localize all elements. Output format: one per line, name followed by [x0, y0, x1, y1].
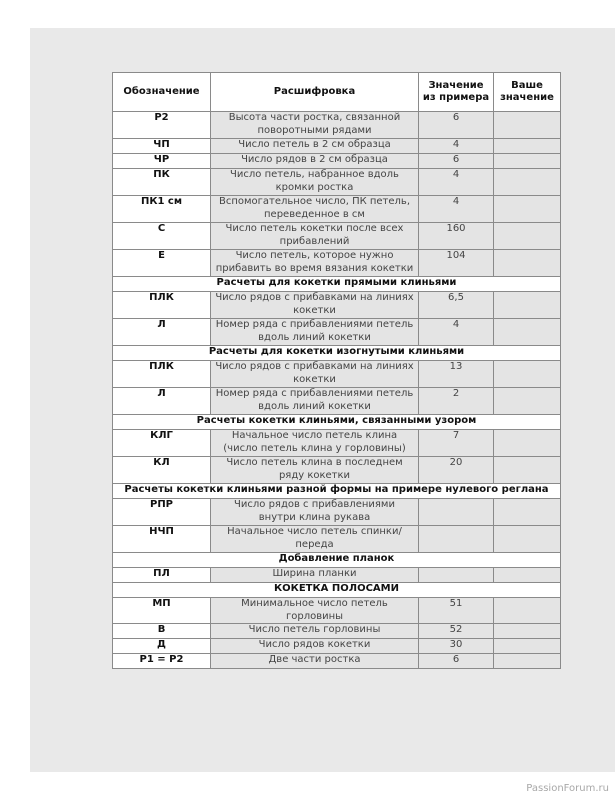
row-desc: Число петель кокетки после всех прибавлений [211, 223, 419, 250]
row-your-value [494, 196, 561, 223]
row-desc: Начальное число петель клина (число петель клина у горловины) [211, 430, 419, 457]
table-row [113, 139, 561, 154]
row-code: ПК [113, 169, 211, 196]
row-desc: Две части ростка [211, 654, 419, 669]
row-desc: Высота части ростка, связанной поворотными рядами [211, 112, 419, 139]
table-row [113, 624, 561, 639]
table-row [113, 639, 561, 654]
row-your-value [494, 598, 561, 624]
row-code: РПР [113, 499, 211, 526]
row-example-value [419, 526, 494, 553]
row-desc: Число рядов с прибавками на линиях кокетки [211, 361, 419, 388]
row-desc: Число петель, набранное вдоль кромки ростка [211, 169, 419, 196]
row-example-value: 2 [419, 388, 494, 415]
row-code: ПЛК [113, 292, 211, 319]
row-desc: Число рядов в 2 см образца [211, 154, 419, 169]
row-example-value: 4 [419, 139, 494, 154]
row-your-value [494, 154, 561, 169]
row-code: Л [113, 388, 211, 415]
row-code: КЛ [113, 457, 211, 484]
row-your-value [494, 430, 561, 457]
table-row [113, 526, 561, 553]
row-code: Д [113, 639, 211, 654]
row-example-value [419, 568, 494, 583]
row-your-value [494, 624, 561, 639]
row-example-value: 6,5 [419, 292, 494, 319]
row-your-value [494, 457, 561, 484]
section-header [113, 484, 561, 499]
section-title: КОКЕТКА ПОЛОСАМИ [113, 583, 561, 598]
header-decoding: Расшифровка [211, 73, 419, 112]
table-row [113, 319, 561, 346]
table-row [113, 654, 561, 669]
table-row [113, 598, 561, 624]
notation-table [112, 72, 561, 669]
row-example-value: 4 [419, 169, 494, 196]
row-code: НЧП [113, 526, 211, 553]
row-example-value: 30 [419, 639, 494, 654]
table-row [113, 196, 561, 223]
table-row [113, 154, 561, 169]
row-code: МП [113, 598, 211, 624]
table-row [113, 499, 561, 526]
row-code: ЧР [113, 154, 211, 169]
table-row [113, 457, 561, 484]
row-your-value [494, 654, 561, 669]
row-example-value: 104 [419, 250, 494, 277]
row-example-value: 51 [419, 598, 494, 624]
section-title: Добавление планок [113, 553, 561, 568]
table-row [113, 388, 561, 415]
table-header [113, 73, 561, 112]
row-your-value [494, 223, 561, 250]
row-code: КЛГ [113, 430, 211, 457]
row-code: Р1 = Р2 [113, 654, 211, 669]
row-your-value [494, 169, 561, 196]
row-your-value [494, 292, 561, 319]
header-example-value: Значение из примера [419, 73, 494, 112]
row-your-value [494, 526, 561, 553]
row-code: С [113, 223, 211, 250]
row-desc: Число петель клина в последнем ряду кокетки [211, 457, 419, 484]
row-code: Л [113, 319, 211, 346]
row-desc: Число петель в 2 см образца [211, 139, 419, 154]
row-code: В [113, 624, 211, 639]
row-example-value: 4 [419, 319, 494, 346]
table-row [113, 223, 561, 250]
table-row [113, 568, 561, 583]
section-header [113, 346, 561, 361]
row-code: ПЛК [113, 361, 211, 388]
row-your-value [494, 139, 561, 154]
table-row [113, 361, 561, 388]
row-example-value: 7 [419, 430, 494, 457]
row-your-value [494, 319, 561, 346]
row-your-value [494, 388, 561, 415]
table-row [113, 430, 561, 457]
row-example-value: 6 [419, 654, 494, 669]
row-example-value: 13 [419, 361, 494, 388]
row-example-value: 6 [419, 112, 494, 139]
row-your-value [494, 361, 561, 388]
row-code: ЧП [113, 139, 211, 154]
header-notation: Обозначение [113, 73, 211, 112]
row-your-value [494, 568, 561, 583]
row-desc: Число рядов кокетки [211, 639, 419, 654]
row-example-value: 4 [419, 196, 494, 223]
row-desc: Минимальное число петель горловины [211, 598, 419, 624]
section-title: Расчеты кокетки клиньями разной формы на примере нулевого реглана [113, 484, 561, 499]
section-title: Расчеты для кокетки изогнутыми клиньями [113, 346, 561, 361]
row-example-value [419, 499, 494, 526]
row-your-value [494, 112, 561, 139]
section-header [113, 415, 561, 430]
section-header [113, 277, 561, 292]
page [30, 28, 615, 772]
header-your-value: Ваше значение [494, 73, 561, 112]
row-example-value: 6 [419, 154, 494, 169]
section-title: Расчеты кокетки клиньями, связанными узором [113, 415, 561, 430]
section-title: Расчеты для кокетки прямыми клиньями [113, 277, 561, 292]
row-your-value [494, 639, 561, 654]
row-desc: Номер ряда с прибавлениями петель вдоль линий кокетки [211, 388, 419, 415]
row-desc: Число петель, которое нужно прибавить во время вязания кокетки [211, 250, 419, 277]
row-example-value: 160 [419, 223, 494, 250]
table-row [113, 112, 561, 139]
row-code: ПК1 см [113, 196, 211, 223]
section-header [113, 583, 561, 598]
watermark: PassionForum.ru [526, 783, 609, 794]
row-desc: Ширина планки [211, 568, 419, 583]
row-example-value: 20 [419, 457, 494, 484]
row-code: Р2 [113, 112, 211, 139]
row-desc: Число рядов с прибавлениями внутри клина рукава [211, 499, 419, 526]
row-code: Е [113, 250, 211, 277]
row-desc: Вспомогательное число, ПК петель, переведенное в см [211, 196, 419, 223]
table-row [113, 250, 561, 277]
row-your-value [494, 250, 561, 277]
row-desc: Число рядов с прибавками на линиях кокетки [211, 292, 419, 319]
row-desc: Число петель горловины [211, 624, 419, 639]
row-code: ПЛ [113, 568, 211, 583]
row-your-value [494, 499, 561, 526]
section-header [113, 553, 561, 568]
row-desc: Начальное число петель спинки/ переда [211, 526, 419, 553]
table-row [113, 169, 561, 196]
table-row [113, 292, 561, 319]
row-desc: Номер ряда с прибавлениями петель вдоль линий кокетки [211, 319, 419, 346]
row-example-value: 52 [419, 624, 494, 639]
